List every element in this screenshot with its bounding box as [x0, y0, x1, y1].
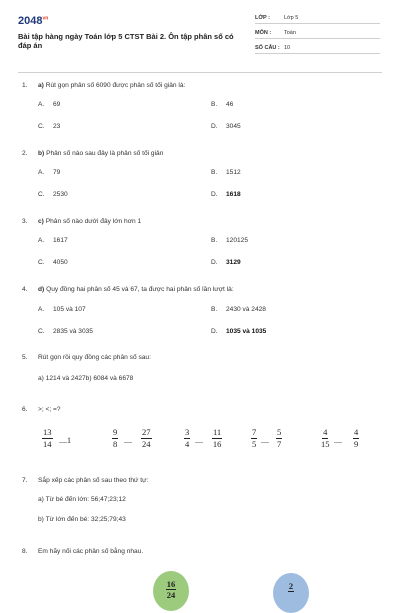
comparison-blank[interactable]: ....	[124, 436, 132, 445]
comparison-blank[interactable]: ....	[334, 436, 342, 445]
question-2	[22, 150, 163, 157]
question-number: 3.	[22, 218, 28, 225]
site-logo[interactable]: $2048^{vn}$	[18, 15, 49, 27]
question-6	[22, 406, 61, 413]
fraction: $\frac{5}{7}$	[277, 427, 282, 449]
fraction: $\frac{11}{16}$	[212, 427, 222, 449]
meta-key: SỐ CÂU :	[255, 45, 280, 51]
meta-value: Lớp 5	[284, 15, 299, 21]
option-a[interactable]: A. 69	[38, 101, 61, 108]
question-text: Rút gọn phân số 6090 được phân số tối giản là:	[45, 82, 186, 89]
question-5	[22, 354, 151, 361]
header-divider	[18, 72, 382, 73]
fraction: $\frac{4}{15}$	[321, 427, 330, 449]
option-c[interactable]: C. 2530	[38, 191, 68, 198]
option-d[interactable]: D. 1618	[211, 191, 241, 198]
question-3	[22, 218, 141, 225]
question-7-line-a: a) Từ bé đến lớn: 56;47;23;12	[38, 496, 126, 503]
question-number: 4.	[22, 286, 28, 293]
option-b[interactable]: B. 120125	[211, 237, 249, 244]
question-number: 2.	[22, 150, 28, 157]
option-c[interactable]: C. 2835 và 3035	[38, 328, 93, 335]
meta-value: Toán	[284, 30, 296, 36]
option-b[interactable]: B. 1512	[211, 169, 241, 176]
fraction: $\frac{9}{8}$	[113, 427, 118, 449]
question-4	[22, 286, 234, 293]
fraction: $\frac{13}{14}$	[43, 427, 52, 449]
question-prefix: c)	[38, 218, 44, 225]
question-number: 5.	[22, 354, 28, 361]
question-text: Phân số nào sau đây là phân số tối giản	[46, 150, 164, 157]
document-title: Bài tập hàng ngày Toán lớp 5 CTST Bài 2. Ôn tập phân số có đáp án	[18, 32, 234, 50]
question-number: 1.	[22, 82, 28, 89]
question-prefix: a)	[38, 82, 44, 89]
question-number: 8.	[22, 548, 28, 555]
question-text: >; <; =?	[38, 406, 61, 413]
option-d[interactable]: D. 3129	[211, 259, 241, 266]
question-number: 7.	[22, 477, 28, 484]
option-c[interactable]: C. 4050	[38, 259, 68, 266]
option-a[interactable]: A. 79	[38, 169, 61, 176]
option-b[interactable]: B. 2430 và 2428	[211, 306, 266, 313]
comparison-blank[interactable]: ....	[261, 436, 269, 445]
meta-key: MÔN :	[255, 30, 272, 36]
question-8	[22, 548, 143, 555]
question-1	[22, 82, 185, 89]
option-c[interactable]: C. 23	[38, 123, 61, 130]
fraction: $\frac{7}{5}$	[252, 427, 257, 449]
meta-question-count	[255, 44, 380, 54]
question-7-line-b: b) Từ lớn đến bé: 32;25;79;43	[38, 516, 126, 523]
fraction-bubble[interactable]: 2	[273, 573, 309, 613]
option-a[interactable]: A. 1617	[38, 237, 68, 244]
meta-key: LỚP :	[255, 15, 270, 21]
question-7	[22, 477, 148, 484]
fraction: $\frac{4}{9}$	[354, 427, 359, 449]
question-prefix: b)	[38, 150, 45, 157]
question-prefix: d)	[38, 286, 45, 293]
fraction: $\frac{3}{4}$	[185, 427, 190, 449]
option-b[interactable]: B. 46	[211, 101, 234, 108]
meta-value: 10	[284, 45, 291, 51]
logo-suffix: vn	[42, 15, 49, 22]
meta-class	[255, 14, 380, 24]
option-a[interactable]: A. 105 và 107	[38, 306, 86, 313]
question-number: 6.	[22, 406, 28, 413]
comparison-blank[interactable]: ....	[195, 436, 203, 445]
question-text: Phân số nào dưới đây lớn hơn 1	[45, 218, 142, 225]
comparison-blank[interactable]: ....1	[59, 436, 71, 445]
fraction: $\frac{27}{24}$	[142, 427, 151, 449]
meta-subject	[255, 29, 380, 39]
question-5-line: a) 1214 và 2427b) 6084 và 6678	[38, 375, 134, 382]
fraction-bubble[interactable]: $\frac{16}{24}$	[153, 571, 189, 611]
option-d[interactable]: D. 1035 và 1035	[211, 328, 267, 335]
option-d[interactable]: D. 3045	[211, 123, 241, 130]
question-text: Sắp xếp các phân số sau theo thứ tự:	[38, 477, 149, 484]
question-text: Em hãy nối các phân số bằng nhau.	[38, 548, 144, 555]
question-text: Rút gọn rồi quy đồng các phân số sau:	[38, 354, 151, 361]
question-text: Quy đồng hai phân số 45 và 67, ta được hai phân số lần lượt là:	[46, 286, 234, 293]
